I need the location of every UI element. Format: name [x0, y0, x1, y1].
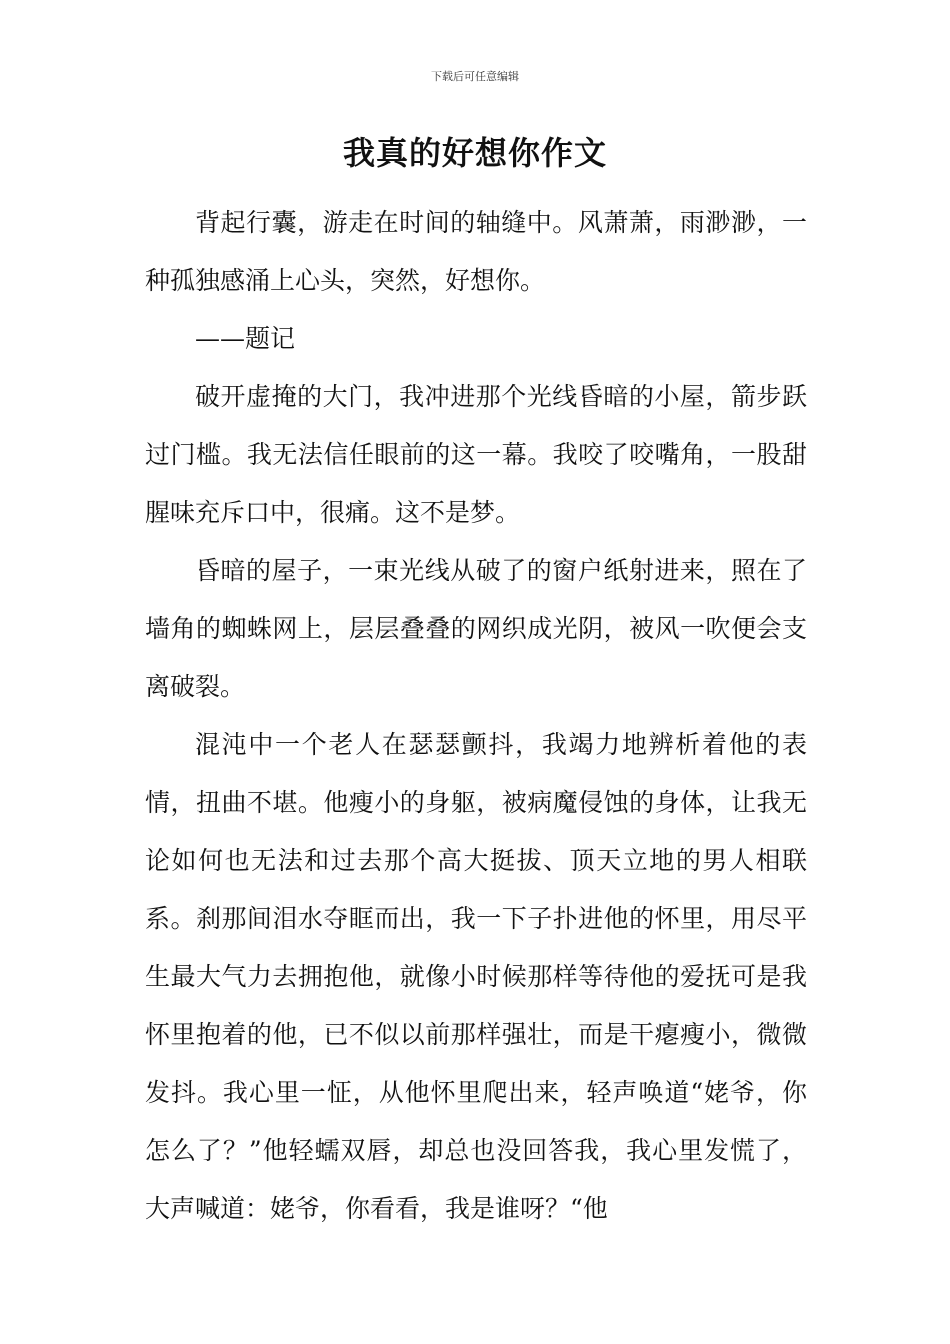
essay-body: [145, 194, 807, 1238]
paragraph-room: 昏暗的屋子，一束光线从破了的窗户纸射进来，照在了墙角的蜘蛛网上，层层叠叠的网织成光阴，被风一吹便会支离破裂。: [145, 556, 807, 701]
paragraph-door: 破开虚掩的大门，我冲进那个光线昏暗的小屋，箭步跃过门槛。我无法信任眼前的这一幕。我咬了咬嘴角，一股甜腥味充斥口中，很痛。这不是梦。: [145, 382, 807, 527]
paragraph-intro: 背起行囊，游走在时间的轴缝中。风萧萧，雨渺渺，一种孤独感涌上心头，突然，好想你。: [145, 208, 807, 295]
paragraph-grandfather: 混沌中一个老人在瑟瑟颤抖，我竭力地辨析着他的表情，扭曲不堪。他瘦小的身躯，被病魔侵蚀的身体，让我无论如何也无法和过去那个高大挺拔、顶天立地的男人相联系。刹那间泪水夺眶而出，我一下子扑进他的怀里，用尽平生最大气力去拥抱他，就像小时候那样等待他的爱抚可是我怀里抱着的他，已不似以前那样强壮，而是干瘪瘦小，微微发抖。我心里一怔，从他怀里爬出来，轻声唤道“姥爷，你怎么了？”他轻蠕双唇，却总也没回答我，我心里发慌了，大声喊道：姥爷，你看看，我是谁呀？“他: [145, 730, 807, 1223]
page-title: 我真的好想你作文: [342, 134, 607, 172]
header-note: 下载后可任意编辑: [431, 70, 519, 83]
paragraph-epigraph-signature: ——题记: [195, 324, 296, 353]
